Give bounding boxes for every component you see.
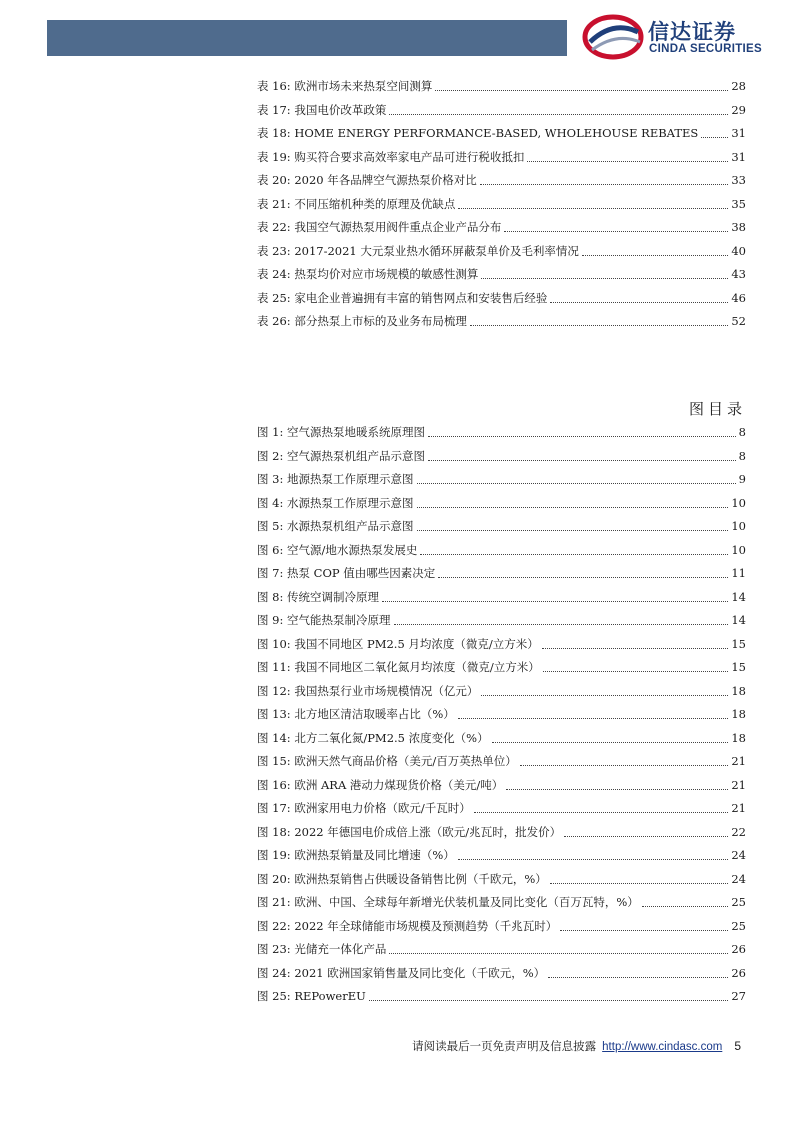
cinda-logo-icon: [582, 12, 644, 62]
toc-entry-page: 14: [731, 589, 746, 604]
toc-entry[interactable]: [257, 939, 746, 957]
toc-entry-page: 10: [731, 519, 746, 533]
toc-entry-page: 31: [731, 126, 746, 140]
toc-entry[interactable]: [257, 798, 746, 816]
toc-entry[interactable]: [257, 147, 746, 165]
toc-entry[interactable]: [257, 516, 746, 534]
toc-entry-label: 图 25: REPowerEU: [257, 989, 366, 1003]
toc-entry[interactable]: [257, 76, 746, 94]
toc-dot-leader: [701, 137, 728, 138]
footer-disclaimer: 请阅读最后一页免责声明及信息披露: [412, 1039, 597, 1053]
toc-entry[interactable]: [257, 469, 746, 487]
toc-entry[interactable]: [257, 446, 746, 464]
toc-entry-label: 表 21: 不同压缩机种类的原理及优缺点: [257, 196, 456, 211]
toc-entry-page: 26: [731, 965, 746, 980]
toc-entry-page: 24: [731, 871, 746, 886]
toc-entry-page: 29: [731, 102, 746, 117]
toc-entry[interactable]: [257, 963, 746, 981]
toc-dot-leader: [420, 554, 728, 555]
toc-dot-leader: [548, 977, 728, 978]
toc-dot-leader: [438, 577, 728, 578]
toc-entry[interactable]: [257, 822, 746, 840]
toc-entry-label: 图 23: 光储充一体化产品: [257, 942, 387, 956]
toc-entry-label: 图 16: 欧洲 ARA 港动力煤现货价格（美元/吨）: [257, 777, 504, 792]
brand-logo: [582, 12, 778, 62]
brand-name-cn: 信达证券: [648, 20, 736, 44]
toc-entry-page: 11: [731, 566, 746, 580]
toc-entry-label: 图 12: 我国热泵行业市场规模情况（亿元）: [257, 683, 479, 698]
toc-entry-label: 图 7: 热泵 COP 值由哪些因素决定: [257, 566, 436, 580]
toc-dot-leader: [480, 184, 729, 185]
toc-dot-leader: [382, 601, 728, 602]
toc-entry-label: 图 21: 欧洲、中国、全球每年新增光伏装机量及同比变化（百万瓦特，%）: [257, 895, 639, 909]
toc-entry-page: 21: [731, 754, 746, 768]
figure-index-title: 图目录: [688, 400, 746, 418]
toc-entry-page: 31: [731, 149, 746, 164]
toc-dot-leader: [504, 231, 728, 232]
toc-entry-label: 图 6: 空气源/地水源热泵发展史: [257, 542, 418, 557]
toc-dot-leader: [458, 718, 729, 719]
toc-entry-label: 表 23: 2017-2021 大元泵业热水循环屏蔽泵单价及毛利率情况: [257, 243, 579, 258]
toc-entry-page: 8: [738, 448, 746, 463]
toc-entry-page: 9: [738, 472, 746, 486]
footer-page-number: 5: [734, 1039, 741, 1053]
toc-entry-label: 图 9: 空气能热泵制冷原理: [257, 613, 391, 627]
toc-entry-page: 27: [731, 989, 746, 1003]
toc-entry[interactable]: [257, 751, 746, 769]
toc-dot-leader: [417, 483, 736, 484]
toc-dot-leader: [481, 695, 728, 696]
toc-entry[interactable]: [257, 728, 746, 746]
toc-dot-leader: [428, 460, 736, 461]
toc-entry-label: 图 3: 地源热泵工作原理示意图: [257, 472, 414, 486]
toc-entry-page: 52: [731, 314, 746, 328]
toc-entry-page: 14: [731, 613, 746, 627]
page-footer: [412, 1038, 741, 1054]
toc-dot-leader: [520, 765, 729, 766]
toc-entry[interactable]: [257, 311, 746, 329]
toc-entry[interactable]: [257, 610, 746, 628]
toc-entry-page: 15: [731, 660, 746, 674]
toc-entry-label: 图 22: 2022 年全球储能市场规模及预测趋势（千兆瓦时）: [257, 918, 558, 933]
toc-entry[interactable]: [257, 845, 746, 863]
toc-dot-leader: [527, 161, 728, 162]
footer-website-link[interactable]: http://www.cindasc.com: [602, 1041, 723, 1053]
toc-entry-page: 21: [731, 801, 746, 815]
toc-entry[interactable]: [257, 540, 746, 558]
toc-entry-page: 28: [731, 79, 746, 93]
toc-entry-page: 38: [731, 220, 746, 234]
toc-entry-label: 图 15: 欧洲天然气商品价格（美元/百万英热单位）: [257, 754, 517, 768]
toc-entry[interactable]: [257, 123, 746, 141]
toc-entry[interactable]: [257, 986, 746, 1004]
toc-dot-leader: [550, 302, 728, 303]
toc-dot-leader: [394, 624, 729, 625]
toc-entry[interactable]: [257, 704, 746, 722]
toc-entry[interactable]: [257, 170, 746, 188]
toc-entry[interactable]: [257, 657, 746, 675]
toc-entry-page: 46: [731, 290, 746, 305]
toc-entry-page: 25: [731, 895, 746, 909]
toc-entry-label: 表 17: 我国电价改革政策: [257, 102, 387, 117]
toc-entry-page: 10: [731, 495, 746, 510]
toc-dot-leader: [564, 836, 728, 837]
toc-entry-label: 图 14: 北方二氧化氮/PM2.5 浓度变化（%）: [257, 730, 489, 745]
toc-entry-page: 40: [731, 243, 746, 258]
toc-entry-label: 表 18: HOME ENERGY PERFORMANCE-BASED, WHOLEHOUSE REBATES: [257, 126, 699, 140]
toc-entry-page: 18: [731, 683, 746, 698]
toc-entry-label: 表 20: 2020 年各品牌空气源热泵价格对比: [257, 173, 477, 187]
toc-dot-leader: [642, 906, 729, 907]
toc-entry[interactable]: [257, 563, 746, 581]
toc-entry-page: 8: [738, 425, 746, 439]
brand-name-en: CINDA SECURITIES: [649, 43, 762, 55]
toc-entry-page: 21: [731, 777, 746, 792]
toc-dot-leader: [417, 530, 729, 531]
toc-dot-leader: [458, 859, 729, 860]
toc-entry-page: 35: [731, 196, 746, 211]
toc-entry-page: 10: [731, 542, 746, 557]
toc-dot-leader: [492, 742, 729, 743]
toc-entry-label: 表 22: 我国空气源热泵用阀件重点企业产品分布: [257, 220, 502, 234]
toc-dot-leader: [470, 325, 729, 326]
toc-entry-label: 图 4: 水源热泵工作原理示意图: [257, 495, 414, 510]
toc-entry-label: 图 19: 欧洲热泵销量及同比增速（%）: [257, 848, 455, 862]
toc-entry[interactable]: [257, 916, 746, 934]
toc-entry[interactable]: [257, 288, 746, 306]
toc-dot-leader: [435, 90, 728, 91]
toc-entry-label: 图 20: 欧洲热泵销售占供暖设备销售比例（千欧元，%）: [257, 871, 547, 886]
toc-dot-leader: [550, 883, 729, 884]
toc-entry-page: 15: [731, 636, 746, 651]
toc-entry-label: 表 16: 欧洲市场未来热泵空间测算: [257, 79, 433, 93]
toc-entry[interactable]: [257, 493, 746, 511]
toc-entry-label: 图 5: 水源热泵机组产品示意图: [257, 519, 414, 533]
header-band: [47, 20, 567, 56]
toc-entry-label: 图 17: 欧洲家用电力价格（欧元/千瓦时）: [257, 801, 471, 815]
toc-entry[interactable]: [257, 194, 746, 212]
toc-entry-label: 图 10: 我国不同地区 PM2.5 月均浓度（微克/立方米）: [257, 636, 539, 651]
toc-dot-leader: [543, 671, 729, 672]
toc-entry-label: 图 24: 2021 欧洲国家销售量及同比变化（千欧元，%）: [257, 965, 546, 980]
toc-dot-leader: [369, 1000, 729, 1001]
toc-entry-label: 表 25: 家电企业普遍拥有丰富的销售网点和安装售后经验: [257, 290, 548, 305]
toc-entry[interactable]: [257, 892, 746, 910]
toc-entry[interactable]: [257, 634, 746, 652]
toc-entry-label: 图 1: 空气源热泵地暖系统原理图: [257, 425, 426, 439]
toc-entry[interactable]: [257, 869, 746, 887]
toc-entry[interactable]: [257, 681, 746, 699]
toc-entry-label: 图 2: 空气源热泵机组产品示意图: [257, 448, 426, 463]
toc-entry-page: 22: [731, 824, 746, 839]
toc-entry-label: 图 11: 我国不同地区二氧化氮月均浓度（微克/立方米）: [257, 660, 540, 674]
toc-dot-leader: [417, 507, 729, 508]
toc-entry-label: 表 19: 购买符合要求高效率家电产品可进行税收抵扣: [257, 149, 525, 164]
toc-dot-leader: [389, 114, 728, 115]
toc-entry-label: 图 13: 北方地区清洁取暖率占比（%）: [257, 707, 455, 721]
toc-entry-page: 24: [731, 848, 746, 862]
toc-dot-leader: [560, 930, 728, 931]
toc-entry-label: 图 8: 传统空调制冷原理: [257, 589, 380, 604]
toc-entry-label: 表 26: 部分热泵上市标的及业务布局梳理: [257, 314, 467, 328]
toc-entry-page: 43: [731, 267, 746, 281]
toc-dot-leader: [428, 436, 736, 437]
toc-entry-label: 表 24: 热泵均价对应市场规模的敏感性测算: [257, 267, 479, 281]
toc-entry-page: 26: [731, 942, 746, 956]
toc-entry-page: 18: [731, 707, 746, 721]
toc-entry[interactable]: [257, 100, 746, 118]
toc-entry[interactable]: [257, 241, 746, 259]
toc-entry[interactable]: [257, 217, 746, 235]
toc-entry-page: 33: [731, 173, 746, 187]
toc-dot-leader: [389, 953, 728, 954]
toc-entry[interactable]: [257, 264, 746, 282]
toc-dot-leader: [474, 812, 729, 813]
toc-dot-leader: [582, 255, 728, 256]
toc-entry-page: 25: [731, 918, 746, 933]
toc-dot-leader: [542, 648, 729, 649]
toc-entry-page: 18: [731, 730, 746, 745]
toc-dot-leader: [458, 208, 728, 209]
toc-dot-leader: [481, 278, 728, 279]
toc-entry[interactable]: [257, 422, 746, 440]
toc-dot-leader: [506, 789, 728, 790]
toc-entry[interactable]: [257, 775, 746, 793]
toc-entry-label: 图 18: 2022 年德国电价成倍上涨（欧元/兆瓦时，批发价）: [257, 824, 562, 839]
toc-entry[interactable]: [257, 587, 746, 605]
